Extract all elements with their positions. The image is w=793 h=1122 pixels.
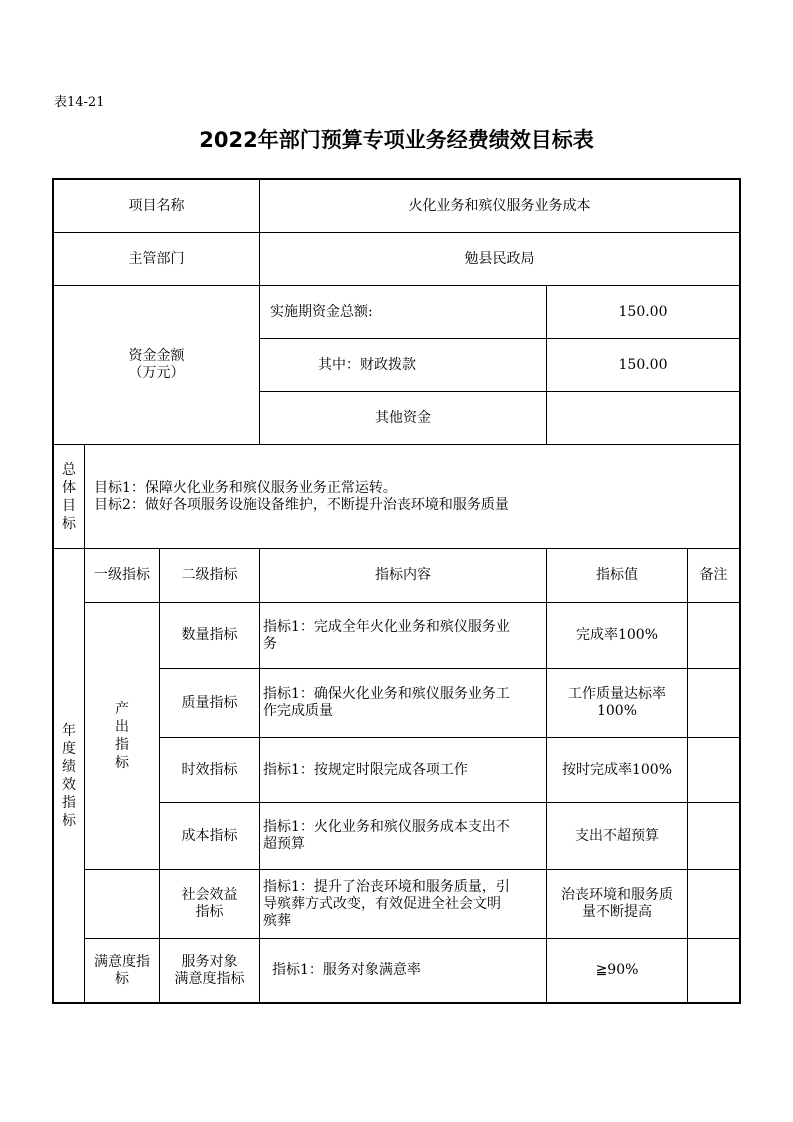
header-remark: 备注 bbox=[699, 567, 728, 583]
funds-label-line1: 资金金额 bbox=[128, 348, 185, 364]
header-content: 指标内容 bbox=[375, 567, 431, 583]
fiscal-funds-label: 其中：财政拨款 bbox=[318, 356, 416, 373]
other-funds-label: 其他资金 bbox=[375, 409, 431, 426]
header-level1: 一级指标 bbox=[94, 567, 150, 583]
satisfaction-level2: 服务对象 满意度指标 bbox=[174, 953, 245, 987]
row-level2: 成本指标 bbox=[181, 827, 238, 844]
overall-goal-label: 总 体 目 标 bbox=[62, 461, 76, 532]
row-content: 指标1：按规定时限完成各项工作 bbox=[263, 761, 468, 778]
other-funds-value bbox=[547, 392, 739, 444]
satisfaction-level1: 满意度指 标 bbox=[94, 953, 150, 987]
row-content: 指标1：确保火化业务和殡仪服务业务工 作完成质量 bbox=[263, 686, 510, 719]
project-name-label: 项目名称 bbox=[128, 197, 185, 214]
department-value: 勉县民政局 bbox=[464, 250, 535, 267]
goal-1: 目标1：保障火化业务和殡仪服务业务正常运转。 bbox=[94, 479, 397, 496]
total-funds-value: 150.00 bbox=[618, 303, 668, 320]
funds-label-line2: （万元） bbox=[128, 365, 185, 381]
goal-2: 目标2：做好各项服务设施设备维护，不断提升治丧环境和服务质量 bbox=[94, 496, 509, 513]
row-content: 指标1：火化业务和殡仪服务成本支出不 超预算 bbox=[263, 819, 510, 852]
row-value: 支出不超预算 bbox=[575, 827, 659, 844]
social-content: 指标1：提升了治丧环境和服务质量，引 导殡葬方式改变，有效促进全社会文明 殡葬 bbox=[263, 878, 510, 929]
row-level2: 质量指标 bbox=[181, 694, 238, 711]
funds-label bbox=[54, 286, 259, 444]
annual-indicator-label: 年 度 绩 效 指 标 bbox=[62, 722, 76, 829]
total-funds-label: 实施期资金总额: bbox=[270, 303, 373, 320]
satisfaction-value: ≧90% bbox=[595, 962, 639, 978]
output-indicator-label: 产 出 指 标 bbox=[115, 701, 129, 771]
social-value: 治丧环境和服务质 量不断提高 bbox=[561, 887, 673, 920]
row-value: 按时完成率100% bbox=[561, 761, 673, 778]
overall-goal-content bbox=[94, 445, 739, 548]
fiscal-funds-value: 150.00 bbox=[618, 356, 668, 373]
satisfaction-content: 指标1：服务对象满意率 bbox=[272, 962, 421, 978]
row-level2: 数量指标 bbox=[181, 627, 238, 643]
table-border-bottom bbox=[52, 1002, 741, 1004]
table-border-right bbox=[739, 178, 741, 1004]
row-content: 指标1：完成全年火化业务和殡仪服务业 务 bbox=[263, 618, 510, 652]
page-title: 2022年部门预算专项业务经费绩效目标表 bbox=[199, 128, 594, 152]
social-level2: 社会效益 指标 bbox=[181, 887, 238, 920]
col-line bbox=[687, 548, 688, 1002]
col-line bbox=[259, 548, 260, 1002]
header-value: 指标值 bbox=[596, 567, 638, 583]
department-label: 主管部门 bbox=[128, 250, 185, 267]
row-value: 完成率100% bbox=[575, 627, 659, 643]
table-number: 表14-21 bbox=[54, 95, 105, 110]
project-name-value: 火化业务和殡仪服务业务成本 bbox=[408, 197, 591, 214]
row-level2: 时效指标 bbox=[181, 761, 238, 778]
header-level2: 二级指标 bbox=[181, 567, 238, 583]
row-value: 工作质量达标率 100% bbox=[568, 686, 666, 719]
